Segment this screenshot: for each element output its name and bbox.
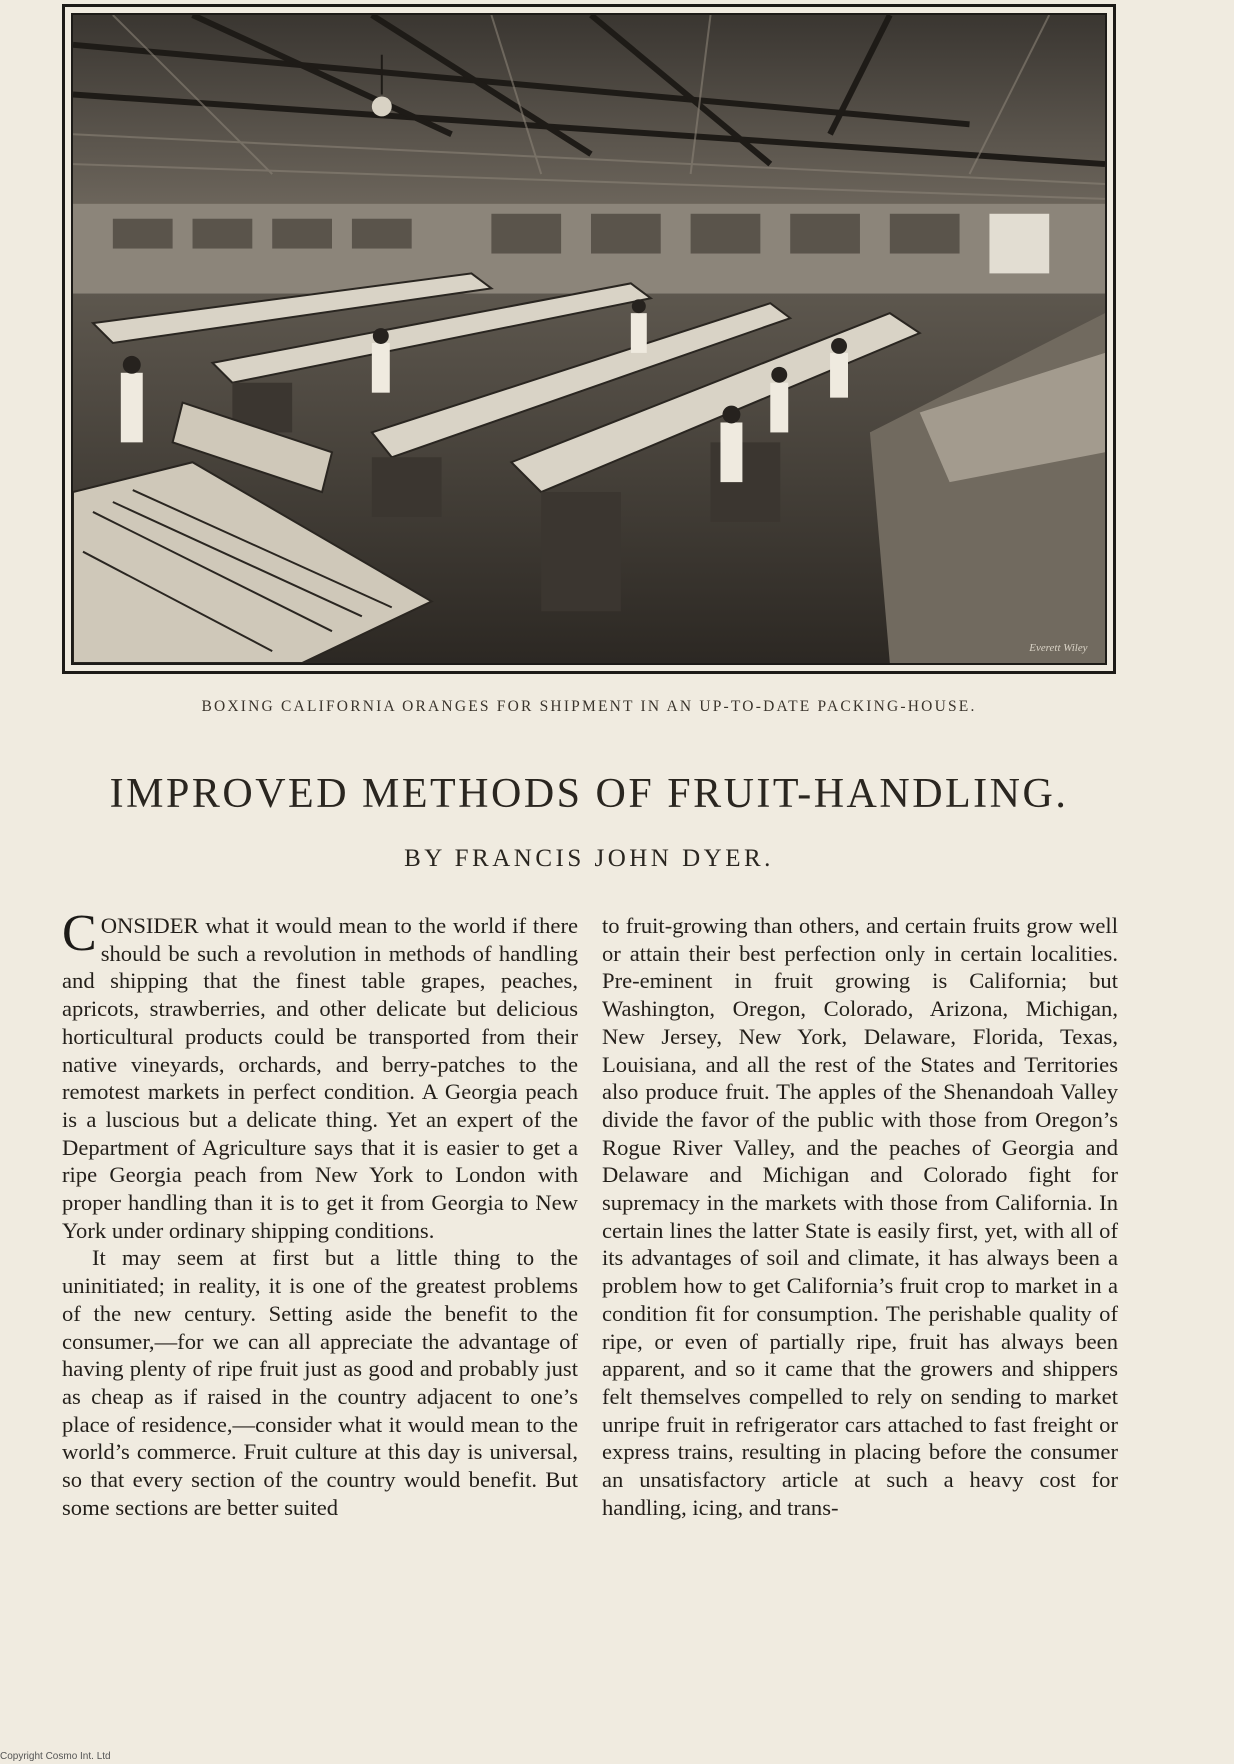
photo-signature: Everett Wiley: [1029, 642, 1088, 655]
copyright-notice: Copyright Cosmo Int. Ltd: [0, 1751, 111, 1762]
article-byline: BY FRANCIS JOHN DYER.: [404, 845, 774, 872]
paragraph-3: to fruit-growing than others, and certain fruits grow well or attain their best perfection only in certain localities. Pre-eminent in fruit growing is California; but Washington, Oregon, Colorado, Arizona, Michigan, New Jersey, New York, Delaware, Florida, Texas, Louisiana, and all the rest of the States and Territories also produce fruit. The apples of the Shenandoah Valley divide the favor of the public with those from Oregon’s Rogue River Valley, and the peaches of Georgia and Delaware and Michigan and Colorado fight for supremacy in the markets with those from California. In certain lines the latter State is easily first, yet, with all of its advantages of soil and climate, it has always been a problem how to get California’s fruit crop to market in a condition fit for consumption. The perishable quality of ripe, or even of partially ripe, fruit has always been apparent, and so it came that the growers and shippers felt themselves compelled to rely on sending to market unripe fruit in refrigerator cars attached to fast freight or express trains, resulting in placing before the consumer an unsatisfactory article at such a heavy cost for handling, icing, and trans-: [602, 913, 1118, 1520]
figure-caption: BOXING CALIFORNIA ORANGES FOR SHIPMENT IN AN UP-TO-DATE PACKING-HOUSE.: [201, 698, 977, 715]
drop-cap: C: [62, 905, 97, 962]
paragraph-2: It may seem at first but a little thing to the uninitiated; in reality, it is one of the greatest problems of the new century. Setting aside the benefit to the consumer,—for we can all appreciate the advantage of having plenty of ripe fruit just as good and probably just as cheap as if raised in the country adjacent to one’s place of residence,—consider what it would mean to the world’s commerce. Fruit culture at this day is universal, so that every section of the country would benefit. But some sections are better suited: [62, 1245, 578, 1520]
paragraph-1-text: ONSIDER what it would mean to the world if there should be such a revolution in methods of handling and shipping that the finest table grapes, peaches, apricots, strawberries, and other delicate but delicious horticultural products could be transported from their native vineyards, orchards, and berry-patches to the remotest markets in perfect condition. A Georgia peach is a luscious but a delicate thing. Yet an expert of the Department of Agriculture says that it is easier to get a ripe Georgia peach from New York to London with proper handling than it is to get it from Georgia to New York under ordinary shipping conditions.: [62, 913, 578, 1243]
packing-house-photo: [62, 4, 1116, 674]
left-column: [62, 905, 578, 1521]
packing-house-image: [71, 13, 1107, 665]
article-title: IMPROVED METHODS OF FRUIT-HANDLING.: [109, 771, 1069, 817]
paragraph-1: [62, 905, 578, 1244]
right-column: [602, 912, 1118, 1521]
